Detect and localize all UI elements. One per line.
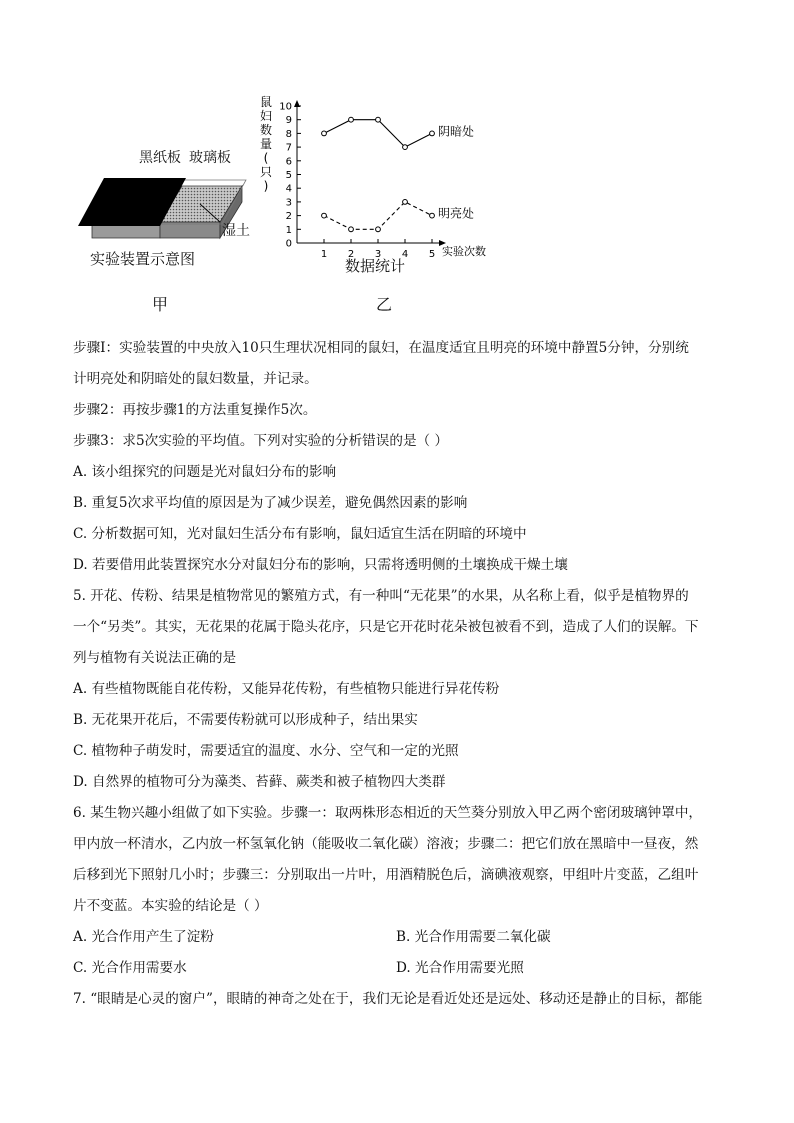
data-point xyxy=(430,131,435,136)
panel-label-jia: 甲 xyxy=(152,295,169,314)
text-line: 片不变蓝。本实验的结论是（ ） xyxy=(73,898,268,914)
y-tick-label: 7 xyxy=(285,142,292,154)
y-tick-label: 0 xyxy=(285,238,292,250)
option-b: B. 无花果开花后，不需要传粉就可以形成种子，结出果实 xyxy=(73,712,418,728)
text-line: 一个“另类”。其实，无花果的花属于隐头花序，只是它开花时花朵被包被看不到，造成了人们的误解。下 xyxy=(73,619,699,635)
x-tick-label: 5 xyxy=(428,249,436,260)
panel-label-yi: 乙 xyxy=(376,295,393,314)
label-black-board: 黑纸板 xyxy=(139,150,181,166)
data-point xyxy=(376,117,381,122)
option-b: B. 重复5次求平均值的原因是为了减少误差，避免偶然因素的影响 xyxy=(73,495,468,511)
series-line-1 xyxy=(324,202,432,229)
option-d: D. 光合作用需要光照 xyxy=(396,960,524,976)
question-text xyxy=(73,337,733,1019)
y-tick-label: 4 xyxy=(285,183,292,195)
data-point xyxy=(322,131,327,136)
text-line: 后移到光下照射几小时；步骤三：分别取出一片叶，用酒精脱色后，滴碘液观察，甲组叶片变蓝，乙组叶 xyxy=(73,867,699,883)
series-label: 阴暗处 xyxy=(438,124,475,139)
data-point xyxy=(403,145,408,150)
data-point xyxy=(376,227,381,232)
y-tick-label: 3 xyxy=(285,197,292,209)
text-line: 步骤2：再按步骤1的方法重复操作5次。 xyxy=(73,402,317,418)
y-tick-label: 9 xyxy=(285,115,292,127)
x-tick-label: 4 xyxy=(401,249,409,260)
figure-area xyxy=(0,0,794,330)
option-row xyxy=(73,926,733,957)
x-tick-label: 2 xyxy=(347,249,355,260)
y-tick-label: 5 xyxy=(285,170,292,181)
option-a: A. 该小组探究的问题是光对鼠妇分布的影响 xyxy=(73,464,337,480)
x-tick-label: 1 xyxy=(320,249,328,260)
option-row xyxy=(73,957,733,988)
text-line: 步骤Ⅰ：实验装置的中央放入10只生理状况相同的鼠妇，在温度适宜且明亮的环境中静置5分钟，分别统 xyxy=(73,340,689,356)
y-axis-label-char: 量 xyxy=(259,137,273,151)
option-d: D. 自然界的植物可分为藻类、苔藓、蕨类和被子植物四大类群 xyxy=(73,774,446,790)
y-axis-label-char: 鼠 xyxy=(259,95,273,109)
y-tick-label: 1 xyxy=(285,224,292,236)
text-line: 列与植物有关说法正确的是 xyxy=(73,650,237,666)
y-axis-label-char: 数 xyxy=(259,123,273,137)
text-line: 甲内放一杯清水，乙内放一杯氢氧化钠（能吸收二氧化碳）溶液；步骤二：把它们放在黑暗中一昼夜，然 xyxy=(73,836,699,852)
data-point xyxy=(349,117,354,122)
data-point xyxy=(403,200,408,205)
option-a: A. 有些植物既能自花传粉，又能异花传粉，有些植物只能进行异花传粉 xyxy=(73,681,500,697)
data-point xyxy=(430,213,435,218)
chart-caption: 数据统计 xyxy=(345,257,406,275)
series-line-0 xyxy=(324,120,432,147)
y-axis-label-char: 只 xyxy=(259,165,273,179)
option-d: D. 若要借用此装置探究水分对鼠妇分布的影响，只需将透明侧的土壤换成干燥土壤 xyxy=(73,557,568,573)
data-point xyxy=(349,227,354,232)
text-line: 6. 某生物兴趣小组做了如下实验。步骤一：取两株形态相近的天竺葵分别放入甲乙两个密闭玻璃钟罩中， xyxy=(73,805,703,821)
text-line: 5. 开花、传粉、结果是植物常见的繁殖方式，有一种叫“无花果”的水果，从名称上看，似乎是植物界的 xyxy=(73,588,689,604)
y-tick-label: 6 xyxy=(285,156,292,168)
series-label: 明亮处 xyxy=(438,206,475,221)
x-tick-label: 3 xyxy=(374,249,382,260)
y-tick-label: 2 xyxy=(285,211,292,223)
apparatus-caption: 实验装置示意图 xyxy=(90,250,196,268)
option-c: C. 分析数据可知，光对鼠妇生活分布有影响，鼠妇适宜生活在阴暗的环境中 xyxy=(73,526,527,542)
x-axis-label: 实验次数 xyxy=(442,245,486,258)
y-axis-label-char: 妇 xyxy=(259,109,273,123)
label-wet-soil: 湿土 xyxy=(222,223,250,239)
y-tick-label: 10 xyxy=(279,101,292,113)
data-point xyxy=(322,213,327,218)
option-a: A. 光合作用产生了淀粉 xyxy=(73,929,214,945)
text-line: 计明亮处和阴暗处的鼠妇数量，并记录。 xyxy=(73,371,318,387)
option-c: C. 植物种子萌发时，需要适宜的温度、水分、空气和一定的光照 xyxy=(73,743,459,759)
option-b: B. 光合作用需要二氧化碳 xyxy=(396,929,551,945)
mouse-count-chart xyxy=(250,90,510,280)
label-glass-board: 玻璃板 xyxy=(189,150,231,166)
text-line: 7. “眼睛是心灵的窗户”，眼睛的神奇之处在于，我们无论是看近处还是远处、移动还是静止的目标，都能 xyxy=(73,991,703,1007)
y-axis-label-char: ( xyxy=(263,151,269,165)
text-line: 步骤3：求5次实验的平均值。下列对实验的分析错误的是（ ） xyxy=(73,433,449,449)
y-tick-label: 8 xyxy=(285,128,292,140)
option-c: C. 光合作用需要水 xyxy=(73,960,187,976)
y-axis-label-char: ) xyxy=(263,179,269,193)
